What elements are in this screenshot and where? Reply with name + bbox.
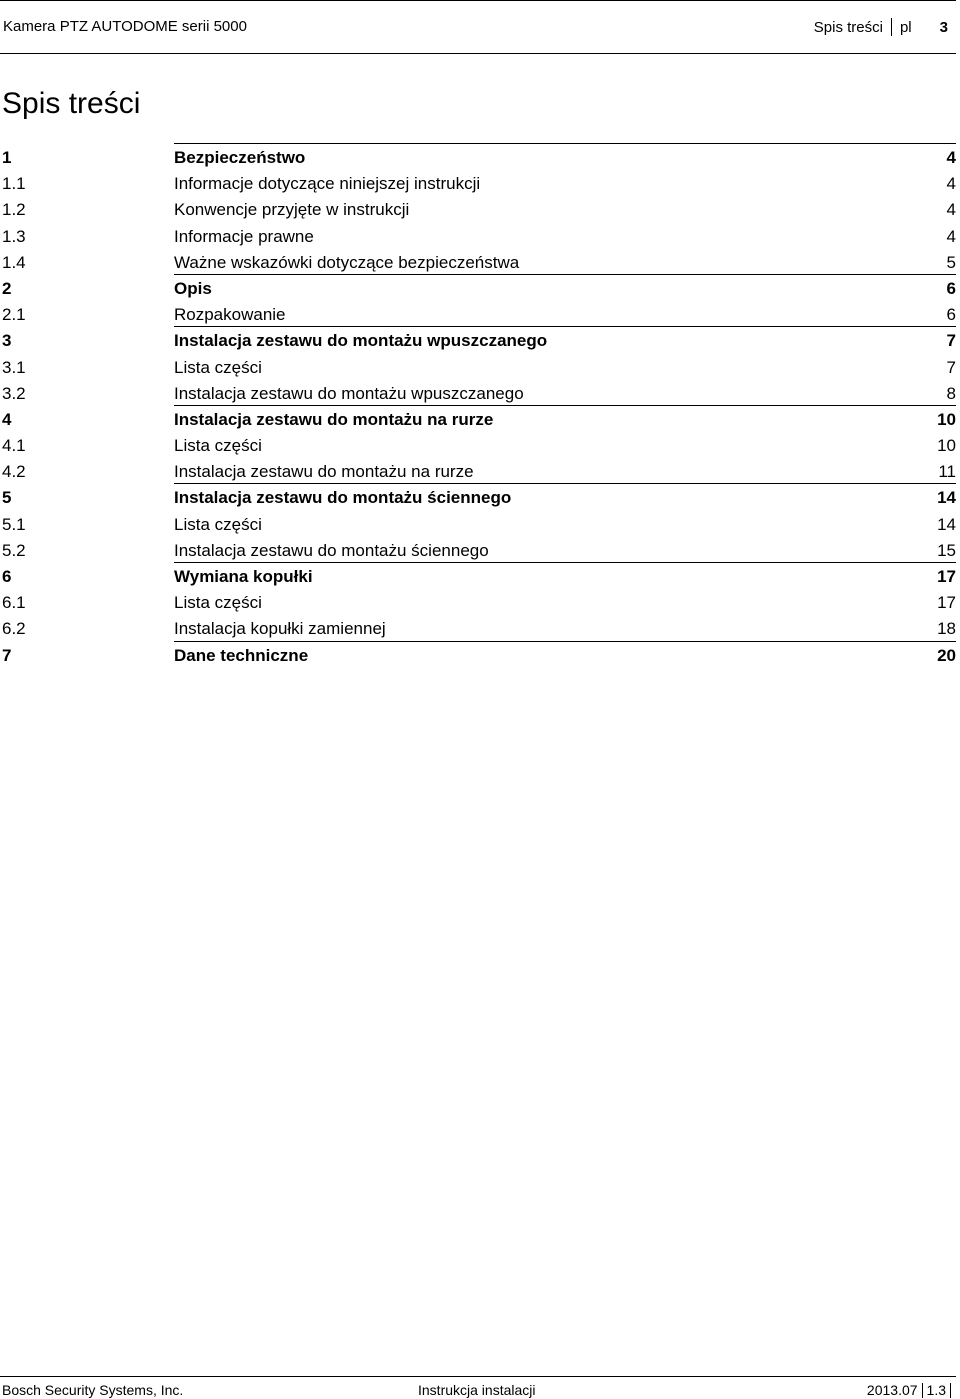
- toc-chapter-row[interactable]: [0, 143, 956, 169]
- toc-number: 1.1: [2, 174, 26, 194]
- header-right: [814, 18, 948, 37]
- toc-number: 4: [2, 409, 12, 429]
- toc-chapter-row[interactable]: [0, 641, 956, 667]
- toc-page-number: 14: [937, 514, 956, 534]
- toc-title[interactable]: Lista części: [174, 436, 262, 456]
- toc-page-number: 6: [946, 305, 956, 325]
- toc-page-number: 10: [937, 436, 956, 456]
- footer-version-info: [867, 1382, 955, 1399]
- toc-page-number: 17: [937, 593, 956, 613]
- toc-title[interactable]: Lista części: [174, 514, 262, 534]
- toc-title[interactable]: Instalacja kopułki zamiennej: [174, 619, 386, 639]
- toc-title[interactable]: Instalacja zestawu do montażu na rurze: [174, 462, 474, 482]
- toc-section-row[interactable]: [0, 195, 956, 221]
- toc-page-number: 17: [937, 567, 956, 586]
- toc-page-number: 18: [937, 619, 956, 639]
- toc-page-number: 20: [937, 645, 956, 665]
- toc-page-number: 5: [946, 252, 956, 272]
- toc-section-row[interactable]: [0, 353, 956, 379]
- toc-page-number: 4: [946, 174, 956, 194]
- toc-section-row[interactable]: [0, 379, 956, 405]
- toc-title[interactable]: Konwencje przyjęte w instrukcji: [174, 200, 410, 220]
- toc-number: 5.1: [2, 514, 26, 534]
- toc-title[interactable]: Ważne wskazówki dotyczące bezpieczeństwa: [174, 252, 520, 272]
- toc-chapter-row[interactable]: [0, 562, 956, 588]
- header-doc-title: Kamera PTZ AUTODOME serii 5000: [3, 18, 247, 35]
- toc-number: 1.3: [2, 226, 26, 246]
- toc-number: 6.1: [2, 593, 26, 613]
- footer-date: 2013.07: [866, 1382, 918, 1398]
- toc-section-row[interactable]: [0, 248, 956, 274]
- toc-number: 3: [2, 331, 12, 351]
- toc-page-number: 8: [946, 383, 956, 403]
- toc-section-row[interactable]: [0, 588, 956, 614]
- toc-title[interactable]: Instalacja zestawu do montażu wpuszczanego: [174, 383, 524, 403]
- toc-title[interactable]: Instalacja zestawu do montażu na rurze: [174, 409, 494, 429]
- footer-rule: [0, 1376, 956, 1377]
- toc-number: 1: [2, 148, 12, 167]
- table-of-contents: [0, 143, 956, 667]
- toc-page-number: 11: [938, 462, 956, 482]
- toc-title[interactable]: Lista części: [174, 593, 262, 613]
- footer-doc-type: Instrukcja instalacji: [418, 1382, 536, 1398]
- header-page-number: 3: [939, 19, 948, 36]
- header-section: Spis treści: [813, 19, 883, 36]
- toc-page-number: 10: [937, 409, 956, 429]
- toc-number: 3.1: [2, 357, 26, 377]
- toc-number: 6.2: [2, 619, 26, 639]
- toc-page-number: 4: [946, 148, 956, 167]
- footer-separator: [950, 1383, 951, 1398]
- toc-page-number: 7: [946, 357, 956, 377]
- header-separator: [891, 18, 892, 36]
- toc-number: 7: [2, 645, 12, 665]
- toc-page-number: 6: [946, 278, 956, 298]
- toc-section-row[interactable]: [0, 536, 956, 562]
- toc-page-number: 14: [937, 488, 956, 508]
- toc-title[interactable]: Informacje dotyczące niniejszej instrukcji: [174, 174, 481, 194]
- toc-number: 3.2: [2, 383, 26, 403]
- toc-page-number: 15: [937, 540, 956, 560]
- header-rule: [0, 53, 956, 54]
- toc-number: 5.2: [2, 540, 26, 560]
- toc-title[interactable]: Rozpakowanie: [174, 305, 286, 325]
- toc-number: 1.2: [2, 200, 26, 220]
- toc-number: 2: [2, 278, 12, 298]
- toc-number: 2.1: [2, 305, 26, 325]
- toc-section-row[interactable]: [0, 431, 956, 457]
- toc-title[interactable]: Instalacja zestawu do montażu wpuszczanego: [174, 331, 548, 351]
- toc-number: 5: [2, 488, 12, 508]
- toc-number: 4.2: [2, 462, 26, 482]
- toc-title[interactable]: Instalacja zestawu do montażu ściennego: [174, 540, 489, 560]
- toc-chapter-row[interactable]: [0, 274, 956, 300]
- toc-title[interactable]: Wymiana kopułki: [174, 567, 313, 586]
- footer-company: Bosch Security Systems, Inc.: [2, 1382, 184, 1398]
- toc-section-row[interactable]: [0, 457, 956, 483]
- toc-title[interactable]: Lista części: [174, 357, 262, 377]
- toc-title[interactable]: Informacje prawne: [174, 226, 314, 246]
- toc-title[interactable]: Opis: [174, 278, 212, 298]
- toc-section-row[interactable]: [0, 300, 956, 326]
- top-rule: [0, 0, 956, 1]
- toc-number: 4.1: [2, 436, 26, 456]
- toc-section-row[interactable]: [0, 614, 956, 640]
- toc-number: 1.4: [2, 252, 26, 272]
- footer-version: 1.3: [926, 1382, 946, 1398]
- toc-page-number: 4: [946, 226, 956, 246]
- toc-section-row[interactable]: [0, 222, 956, 248]
- header-lang: pl: [899, 19, 912, 36]
- footer-separator: [922, 1383, 923, 1398]
- toc-chapter-row[interactable]: [0, 483, 956, 509]
- toc-chapter-row[interactable]: [0, 405, 956, 431]
- toc-title[interactable]: Instalacja zestawu do montażu ściennego: [174, 488, 512, 508]
- page-title: Spis treści: [2, 87, 141, 120]
- toc-section-row[interactable]: [0, 510, 956, 536]
- toc-page-number: 7: [946, 331, 956, 351]
- toc-page-number: 4: [946, 200, 956, 220]
- toc-title[interactable]: Bezpieczeństwo: [174, 148, 306, 167]
- toc-title[interactable]: Dane techniczne: [174, 645, 309, 665]
- toc-number: 6: [2, 567, 12, 586]
- toc-section-row[interactable]: [0, 169, 956, 195]
- toc-chapter-row[interactable]: [0, 326, 956, 352]
